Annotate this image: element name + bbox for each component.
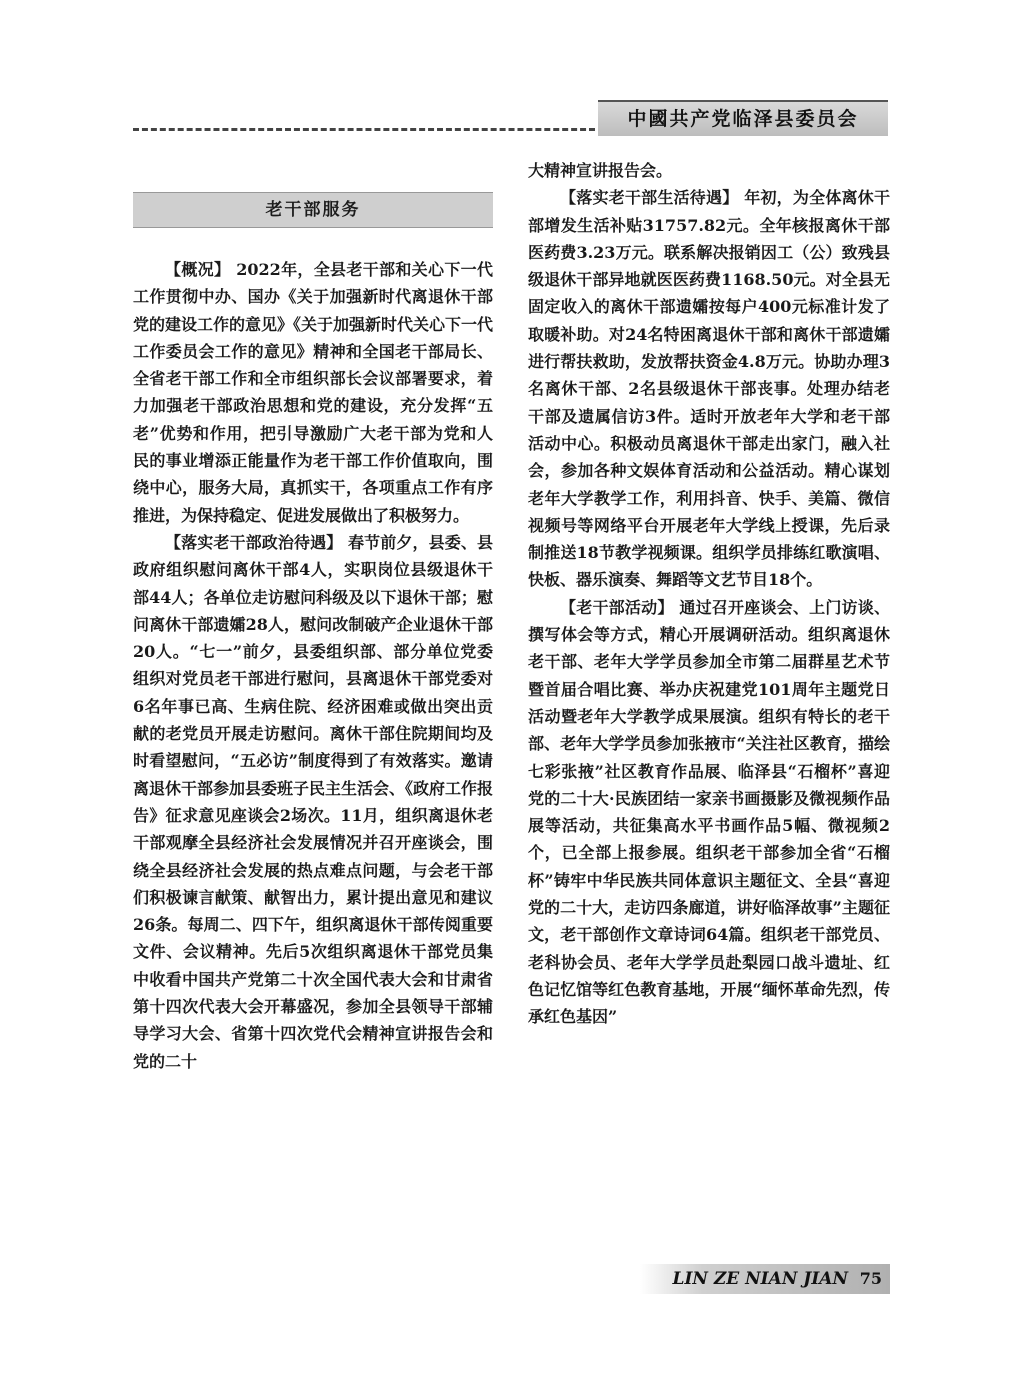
right-column: [528, 157, 890, 1031]
paragraph-text: 2022年，全县老干部和关心下一代工作贯彻中办、国办《关于加强新时代离退休干部党的建设工作的意见》《关于加强新时代关心下一代工作委员会工作的意见》精神和全国老干部局长、全省老干部工作和全市组织部长会议部署要求，着力加强老干部政治思想和党的建设，充分发挥“五老”优势和作用，把引导激励广大老干部为党和人民的事业增添正能量作为老干部工作价值取向，围绕中心，服务大局，真抓实干，各项重点工作有序推进，为保持稳定、促进发展做出了积极努力。: [133, 260, 494, 525]
footer-bar: [640, 1264, 890, 1294]
paragraph-continuation: 大精神宣讲报告会。: [528, 161, 673, 180]
paragraph-text: 年初，为全体离休干部增发生活补贴31757.82元。全年核报离休干部医药费3.23万元。联系解决报销因工（公）致残县级退休干部异地就医医药费1168.50元。对全县无固定收入的离休干部遗孀按每户400元标准计发了取暖补助。对24名特困离退休干部和离休干部遗孀进行帮扶救助，发放帮扶资金4.8万元。协助办理3名离休干部、2名县级退休干部丧事。处理办结老干部及遗属信访3件。适时开放老年大学和老干部活动中心。积极动员离退休干部走出家门，融入社会，参加各种文娱体育活动和公益活动。精心谋划老年大学教学工作，利用抖音、快手、美篇、微信视频号等网络平台开展老年大学线上授课，先后录制推送18节教学视频课。组织学员排练红歌演唱、快板、器乐演奏、舞蹈等文艺节目18个。: [528, 188, 890, 590]
left-column: [133, 256, 493, 1075]
paragraph-political-treatment: [133, 529, 493, 1075]
paragraph-tag: 【老干部活动】: [560, 597, 674, 617]
paragraph-overview: [133, 256, 493, 529]
header-rule: [133, 128, 595, 131]
paragraph-text: 春节前夕，县委、县政府组织慰问离休干部4人，实职岗位县级退休干部44人；各单位走访慰问科级及以下退休干部；慰问离休干部遗孀28人，慰问改制破产企业退休干部20人。“七一”前夕，县委组织部、部分单位党委组织对党员老干部进行慰问，县离退休干部党委对6名年事已高、生病住院、经济困难或做出突出贡献的老党员开展走访慰问。离休干部住院期间均及时看望慰问，“五必访”制度得到了有效落实。邀请离退休干部参加县委班子民主生活会、《政府工作报告》征求意见座谈会2场次。11月，组织离退休老干部观摩全县经济社会发展情况并召开座谈会，围绕全县经济社会发展的热点难点问题，与会老干部们积极谏言献策、献智出力，累计提出意见和建议26条。每周二、四下午，组织离退休干部传阅重要文件、会议精神。先后5次组织离退休干部党员集中收看中国共产党第二十次全国代表大会和甘肃省第十四次代表大会开幕盛况，参加全县领导干部辅导学习大会、省第十四次党代会精神宣讲报告会和党的二十: [133, 532, 494, 1071]
paragraph-activities: [528, 594, 890, 1031]
paragraph-text: 通过召开座谈会、上门访谈、撰写体会等方式，精心开展调研活动。组织离退休老干部、老年大学学员参加全市第二届群星艺术节暨首届合唱比赛、举办庆祝建党101周年主题党日活动暨老年大学教学成果展演。组织有特长的老干部、老年大学学员参加张掖市“关注社区教育，描绘七彩张掖”社区教育作品展、临泽县“石榴杯”喜迎党的二十大·民族团结一家亲书画摄影及微视频作品展等活动，共征集高水平书画作品5幅、微视频2个，已全部上报参展。组织老干部参加全省“石榴杯”铸牢中华民族共同体意识主题征文、全县“喜迎党的二十大，走访四条廊道，讲好临泽故事”主题征文，老干部创作文章诗词64篇。组织老干部党员、老科协会员、老年大学学员赴梨园口战斗遗址、红色记忆馆等红色教育基地，开展“缅怀革命先烈，传承红色基因”: [528, 597, 890, 1027]
journal-name: LIN ZE NIAN JIAN: [672, 1269, 848, 1289]
paragraph-tag: 【落实老干部生活待遇】: [560, 188, 739, 208]
section-heading: 老干部服务: [133, 192, 493, 228]
running-header-title: 中國共产党临泽县委员会: [598, 100, 888, 136]
paragraph-tag: 【落实老干部政治待遇】: [165, 532, 343, 552]
paragraph-tag: 【概况】: [165, 260, 231, 279]
page-number: 75: [859, 1269, 882, 1288]
paragraph-living-treatment: [528, 184, 890, 593]
